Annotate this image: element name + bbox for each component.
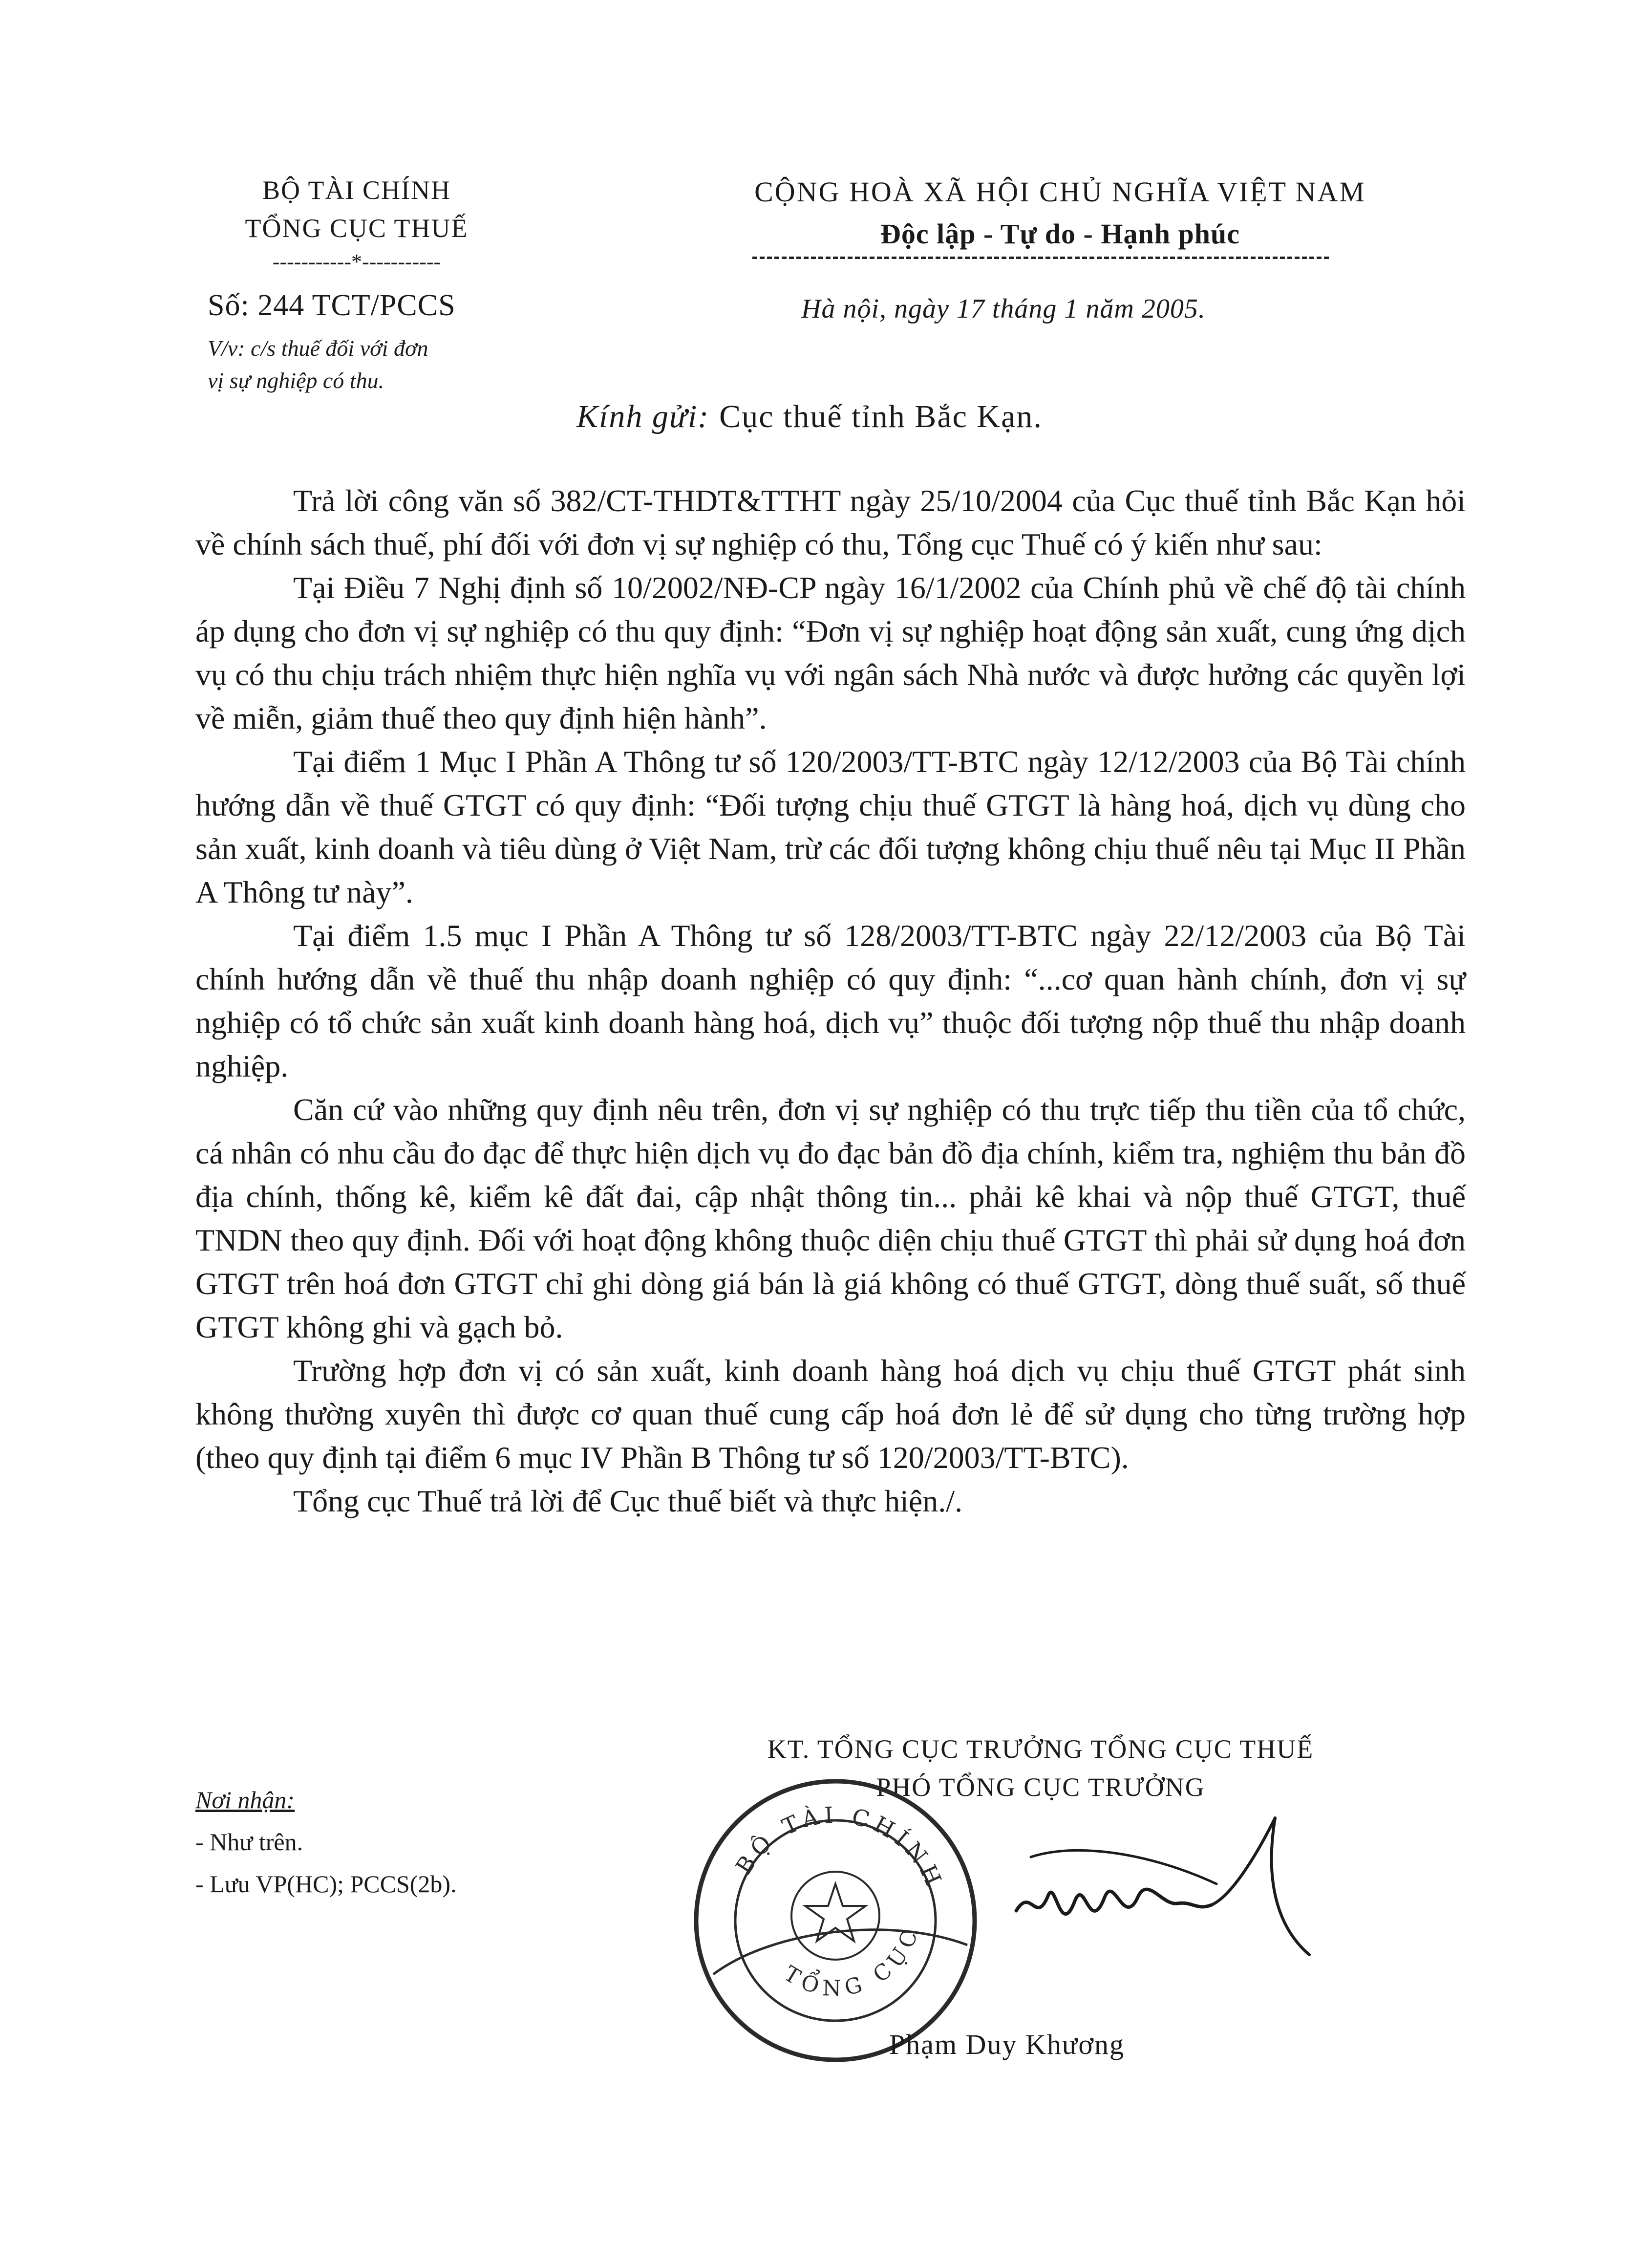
official-stamp — [684, 1769, 987, 2072]
signature-title-line-2: PHÓ TỔNG CỤC TRƯỞNG — [876, 1772, 1205, 1802]
recipient-item: - Lưu VP(HC); PCCS(2b). — [195, 1870, 457, 1898]
letter-body — [195, 479, 1466, 1523]
national-header — [723, 171, 1397, 255]
document-number: Số: 244 TCT/PCCS — [208, 289, 456, 322]
stamp-text-bottom: TỔNG CỤC — [779, 1922, 925, 2001]
recipients-list — [195, 1779, 457, 1905]
body-paragraph: Căn cứ vào những quy định nêu trên, đơn vị sự nghiệp có thu trực tiếp thu tiền của tổ chức, cá nhân có nhu cầu đo đạc để thực hiện dịch vụ đo đạc bản đồ địa chính, kiểm tra, nghiệm thu bản đồ địa chính, thống kê, kiểm kê đất đai, cập nhật thông tin... phải kê khai và nộp thuế GTGT, thuế TNDN theo quy định. Đối với hoạt động không thuộc diện chịu thuế GTGT thì phải sử dụng hoá đơn GTGT trên hoá đơn GTGT chỉ ghi dòng giá bán là giá không có thuế GTGT, dòng thuế suất, số thuế GTGT không ghi và gạch bỏ. — [195, 1092, 1466, 1344]
motto-underline — [752, 257, 1329, 259]
signer-name: Phạm Duy Khương — [889, 2029, 1125, 2060]
body-paragraph: Tại Điều 7 Nghị định số 10/2002/NĐ-CP ngày 16/1/2002 của Chính phủ về chế độ tài chính áp dụng cho đơn vị sự nghiệp có thu quy định: “Đơn vị sự nghiệp hoạt động sản xuất, cung ứng dịch vụ có thu chịu trách nhiệm thực hiện nghĩa vụ với ngân sách Nhà nước và được hưởng các quyền lợi về miễn, giảm thuế theo quy định hiện hành”. — [195, 570, 1466, 735]
handwritten-signature — [1002, 1798, 1314, 1974]
department-name: TỔNG CỤC THUẾ — [245, 214, 469, 243]
issue-date: Hà nội, ngày 17 tháng 1 năm 2005. — [801, 294, 1206, 324]
subject-line-1: V/v: c/s thuế đối với đơn — [208, 336, 428, 361]
issuer-block — [186, 171, 528, 277]
stamp-text-top: BỘ TÀI CHÍNH — [730, 1801, 949, 1894]
document-subject — [208, 332, 550, 397]
subject-line-2: vị sự nghiệp có thu. — [208, 368, 384, 393]
body-paragraph: Tổng cục Thuế trả lời để Cục thuế biết và thực hiện./. — [293, 1484, 963, 1518]
recipient-item: - Như trên. — [195, 1828, 303, 1856]
body-paragraph: Trường hợp đơn vị có sản xuất, kinh doanh hàng hoá dịch vụ chịu thuế GTGT phát sinh không thường xuyên thì được cơ quan thuế cung cấp hoá đơn lẻ để sử dụng cho từng trường hợp (theo quy định tại điểm 6 mục IV Phần B Thông tư số 120/2003/TT-BTC). — [195, 1353, 1466, 1475]
body-paragraph: Trả lời công văn số 382/CT-THDT&TTHT ngày 25/10/2004 của Cục thuế tỉnh Bắc Kạn hỏi về chính sách thuế, phí đối với đơn vị sự nghiệp có thu, Tổng cục Thuế có ý kiến như sau: — [195, 483, 1466, 562]
country-name: CỘNG HOÀ XÃ HỘI CHỦ NGHĨA VIỆT NAM — [754, 176, 1366, 208]
recipient-label: Kính gửi: — [576, 399, 710, 434]
national-motto: Độc lập - Tự do - Hạnh phúc — [880, 218, 1240, 250]
signature-title-line-1: KT. TỔNG CỤC TRƯỞNG TỔNG CỤC THUẾ — [767, 1734, 1314, 1764]
svg-text:BỘ TÀI CHÍNH — [730, 1802, 949, 1894]
recipients-title: Nơi nhận: — [195, 1786, 295, 1814]
body-paragraph: Tại điểm 1 Mục I Phần A Thông tư số 120/2003/TT-BTC ngày 12/12/2003 của Bộ Tài chính hướng dẫn về thuế GTGT có quy định: “Đối tượng chịu thuế GTGT là hàng hoá, dịch vụ dùng cho sản xuất, kinh doanh và tiêu dùng ở Việt Nam, trừ các đối tượng không chịu thuế nêu tại Mục II Phần A Thông tư này”. — [195, 744, 1466, 909]
recipient-name: Cục thuế tỉnh Bắc Kạn. — [719, 399, 1043, 434]
recipient-line — [576, 398, 1043, 435]
ministry-name: BỘ TÀI CHÍNH — [262, 175, 451, 205]
body-paragraph: Tại điểm 1.5 mục I Phần A Thông tư số 128/2003/TT-BTC ngày 22/12/2003 của Bộ Tài chính hướng dẫn về thuế thu nhập doanh nghiệp có quy định: “...cơ quan hành chính, đơn vị sự nghiệp có tổ chức sản xuất kinh doanh hàng hoá, dịch vụ” thuộc đối tượng nộp thuế thu nhập doanh nghiệp. — [195, 918, 1466, 1083]
header-separator: -----------*----------- — [272, 250, 441, 274]
